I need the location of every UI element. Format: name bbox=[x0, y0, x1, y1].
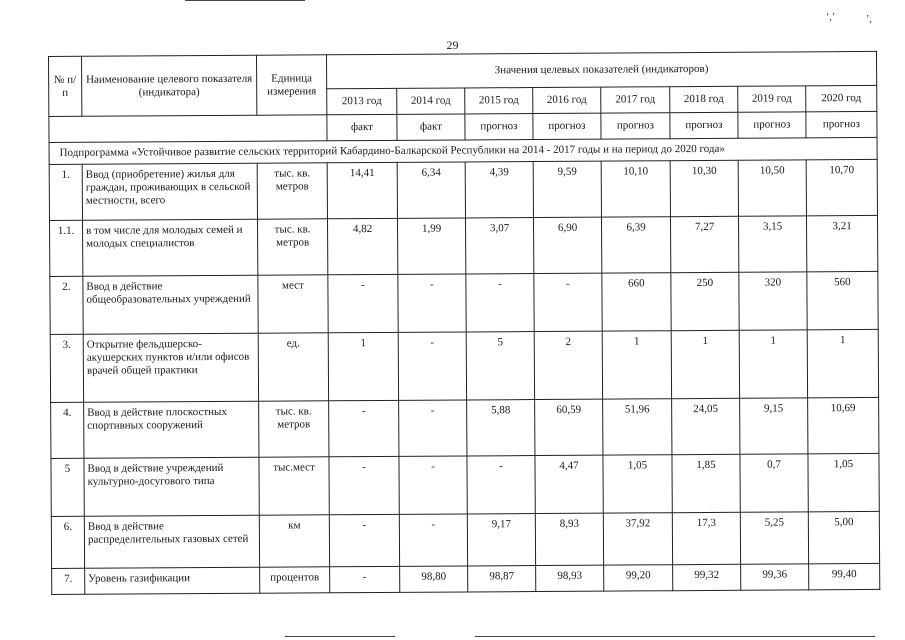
row-value: 5 bbox=[466, 332, 534, 400]
row-value: 99,40 bbox=[809, 563, 880, 589]
row-value: 99,36 bbox=[741, 564, 809, 590]
row-value: 4,82 bbox=[327, 218, 397, 274]
row-value: - bbox=[398, 274, 466, 332]
row-indicator-name: Ввод в действие учреждений культурно-досугового типа bbox=[84, 457, 259, 516]
row-value: 10,30 bbox=[670, 160, 738, 216]
row-unit: тыс. кв. метров bbox=[259, 401, 329, 457]
row-value: 10,10 bbox=[601, 161, 670, 217]
row-value: 1 bbox=[807, 329, 878, 397]
row-indicator-name: Уровень газификации bbox=[85, 567, 260, 594]
table-row bbox=[51, 397, 879, 458]
header-year: 2019 год bbox=[738, 86, 806, 112]
row-unit: ед. bbox=[258, 333, 328, 401]
row-value: 8,93 bbox=[535, 513, 603, 565]
header-num: № п/п bbox=[49, 56, 82, 116]
row-indicator-name: Ввод в действие общеобразовательных учреждений bbox=[83, 275, 258, 334]
row-value: 4,39 bbox=[465, 162, 533, 218]
row-value: 320 bbox=[739, 272, 807, 330]
row-value: 5,25 bbox=[740, 512, 808, 564]
row-value: 1 bbox=[671, 330, 739, 398]
table-row bbox=[51, 511, 879, 568]
row-value: 99,32 bbox=[673, 564, 741, 590]
header-year: 2016 год bbox=[533, 87, 601, 113]
table-row bbox=[50, 215, 878, 276]
row-unit: процентов bbox=[260, 567, 330, 593]
row-value: - bbox=[399, 514, 467, 566]
row-value: 1 bbox=[602, 331, 671, 399]
header-value-type: прогноз bbox=[806, 111, 877, 137]
header-value-type: прогноз bbox=[670, 112, 738, 138]
row-number: 6. bbox=[51, 516, 84, 568]
header-year: 2014 год bbox=[397, 88, 465, 114]
subprogram-title: Подпрограмма «Устойчивое развитие сельских территорий Кабардино-Балкарской Республики на 2014 - 2017 годы и на период до 2020 года» bbox=[49, 137, 877, 164]
row-unit: тыс.мест bbox=[259, 457, 329, 515]
header-name: Наименование целевого показателя (индикатора) bbox=[82, 55, 257, 116]
table-row bbox=[49, 159, 877, 220]
row-number: 2. bbox=[50, 276, 83, 334]
row-value: - bbox=[467, 456, 535, 514]
row-value: 98,93 bbox=[536, 565, 604, 591]
row-unit: мест bbox=[258, 275, 328, 333]
row-value: 98,87 bbox=[468, 566, 536, 592]
row-number: 5 bbox=[51, 458, 84, 516]
row-value: - bbox=[399, 456, 467, 514]
row-value: 1,99 bbox=[397, 218, 465, 274]
header-unit: Единица измерения bbox=[256, 55, 326, 115]
row-value: 5,00 bbox=[808, 511, 879, 563]
row-indicator-name: Ввод (приобретение) жилья для граждан, проживающих в сельской местности, всего bbox=[82, 163, 257, 220]
row-value: 24,05 bbox=[672, 398, 740, 454]
header-year: 2017 год bbox=[601, 87, 670, 113]
row-value: 1,05 bbox=[603, 455, 672, 513]
row-value: 1 bbox=[328, 332, 398, 400]
row-value: 9,15 bbox=[740, 398, 808, 454]
row-number: 1.1. bbox=[50, 220, 83, 276]
row-value: 10,69 bbox=[808, 397, 879, 453]
header-year: 2020 год bbox=[806, 85, 877, 111]
header-year: 2015 год bbox=[465, 88, 533, 114]
row-indicator-name: Ввод в действие распределительных газовых сетей bbox=[84, 515, 259, 568]
row-value: 3,21 bbox=[806, 215, 877, 271]
row-indicator-name: Ввод в действие плоскостных спортивных сооружений bbox=[84, 401, 259, 458]
row-number: 3. bbox=[50, 334, 83, 402]
row-value: 560 bbox=[807, 271, 878, 329]
row-value: 1,05 bbox=[808, 453, 879, 511]
page-number: 29 bbox=[446, 38, 459, 52]
row-unit: тыс. кв. метров bbox=[258, 219, 328, 275]
row-number: 4. bbox=[51, 402, 84, 458]
indicators-table-wrap bbox=[48, 51, 879, 595]
row-value: 10,70 bbox=[806, 159, 877, 215]
header-value-type: прогноз bbox=[533, 113, 601, 139]
row-value: 2 bbox=[534, 331, 602, 399]
header-types-spacer bbox=[49, 115, 327, 143]
row-value: 1,85 bbox=[672, 454, 740, 512]
row-value: 9,17 bbox=[467, 514, 535, 566]
header-value-type: факт bbox=[397, 114, 465, 140]
row-value: 5,88 bbox=[467, 400, 535, 456]
row-value: 4,47 bbox=[535, 455, 603, 513]
row-value: - bbox=[399, 400, 467, 456]
row-value: - bbox=[328, 274, 398, 332]
row-value: 3,15 bbox=[738, 216, 806, 272]
scan-line-bottom-2 bbox=[475, 636, 875, 637]
row-value: 37,92 bbox=[603, 513, 672, 565]
header-value-type: прогноз bbox=[465, 114, 533, 140]
row-value: - bbox=[466, 274, 534, 332]
table-row bbox=[50, 271, 878, 334]
row-value: 14,41 bbox=[327, 162, 397, 218]
row-value: 6,34 bbox=[397, 162, 465, 218]
row-value: 17,3 bbox=[672, 512, 740, 564]
row-value: 99,20 bbox=[604, 565, 673, 591]
row-value: - bbox=[329, 514, 399, 566]
row-value: 1 bbox=[739, 330, 807, 398]
row-value: 51,96 bbox=[603, 399, 672, 455]
row-indicator-name: Открытие фельдшерско-акушерских пунктов и/или офисов врачей общей практики bbox=[83, 333, 258, 402]
row-value: 250 bbox=[671, 272, 739, 330]
row-value: 0,7 bbox=[740, 454, 808, 512]
row-value: - bbox=[330, 566, 400, 592]
row-value: - bbox=[398, 332, 466, 400]
row-number: 7. bbox=[52, 568, 85, 594]
row-value: 6,90 bbox=[533, 217, 601, 273]
row-value: 9,59 bbox=[533, 161, 601, 217]
scan-mark-1: ‘,’ bbox=[826, 12, 836, 23]
row-value: 60,59 bbox=[535, 399, 603, 455]
header-value-type: факт bbox=[327, 114, 397, 140]
row-value: 660 bbox=[602, 273, 671, 331]
header-year: 2013 год bbox=[327, 88, 397, 114]
table-row bbox=[52, 563, 880, 594]
header-value-type: прогноз bbox=[601, 113, 670, 139]
row-value: 6,39 bbox=[601, 217, 670, 273]
table-row bbox=[50, 329, 878, 402]
table-row bbox=[51, 453, 879, 516]
row-value: 10,50 bbox=[738, 160, 806, 216]
row-value: 3,07 bbox=[465, 218, 533, 274]
row-value: - bbox=[329, 400, 399, 456]
header-value-type: прогноз bbox=[738, 112, 806, 138]
row-value: - bbox=[329, 456, 399, 514]
row-indicator-name: в том числе для молодых семей и молодых специалистов bbox=[83, 219, 258, 276]
header-values-group: Значения целевых показателей (индикаторов) bbox=[326, 51, 876, 88]
header-year: 2018 год bbox=[670, 86, 738, 112]
row-value: - bbox=[534, 273, 602, 331]
scan-mark-2: ’, bbox=[866, 14, 872, 25]
row-number: 1. bbox=[49, 164, 82, 220]
row-unit: км bbox=[259, 515, 329, 567]
scan-line-bottom-1 bbox=[285, 636, 395, 637]
row-value: 7,27 bbox=[670, 216, 738, 272]
scan-line-top bbox=[185, 0, 305, 1]
row-unit: тыс. кв. метров bbox=[257, 163, 327, 219]
indicators-table bbox=[48, 51, 880, 595]
row-value: 98,80 bbox=[400, 566, 468, 592]
